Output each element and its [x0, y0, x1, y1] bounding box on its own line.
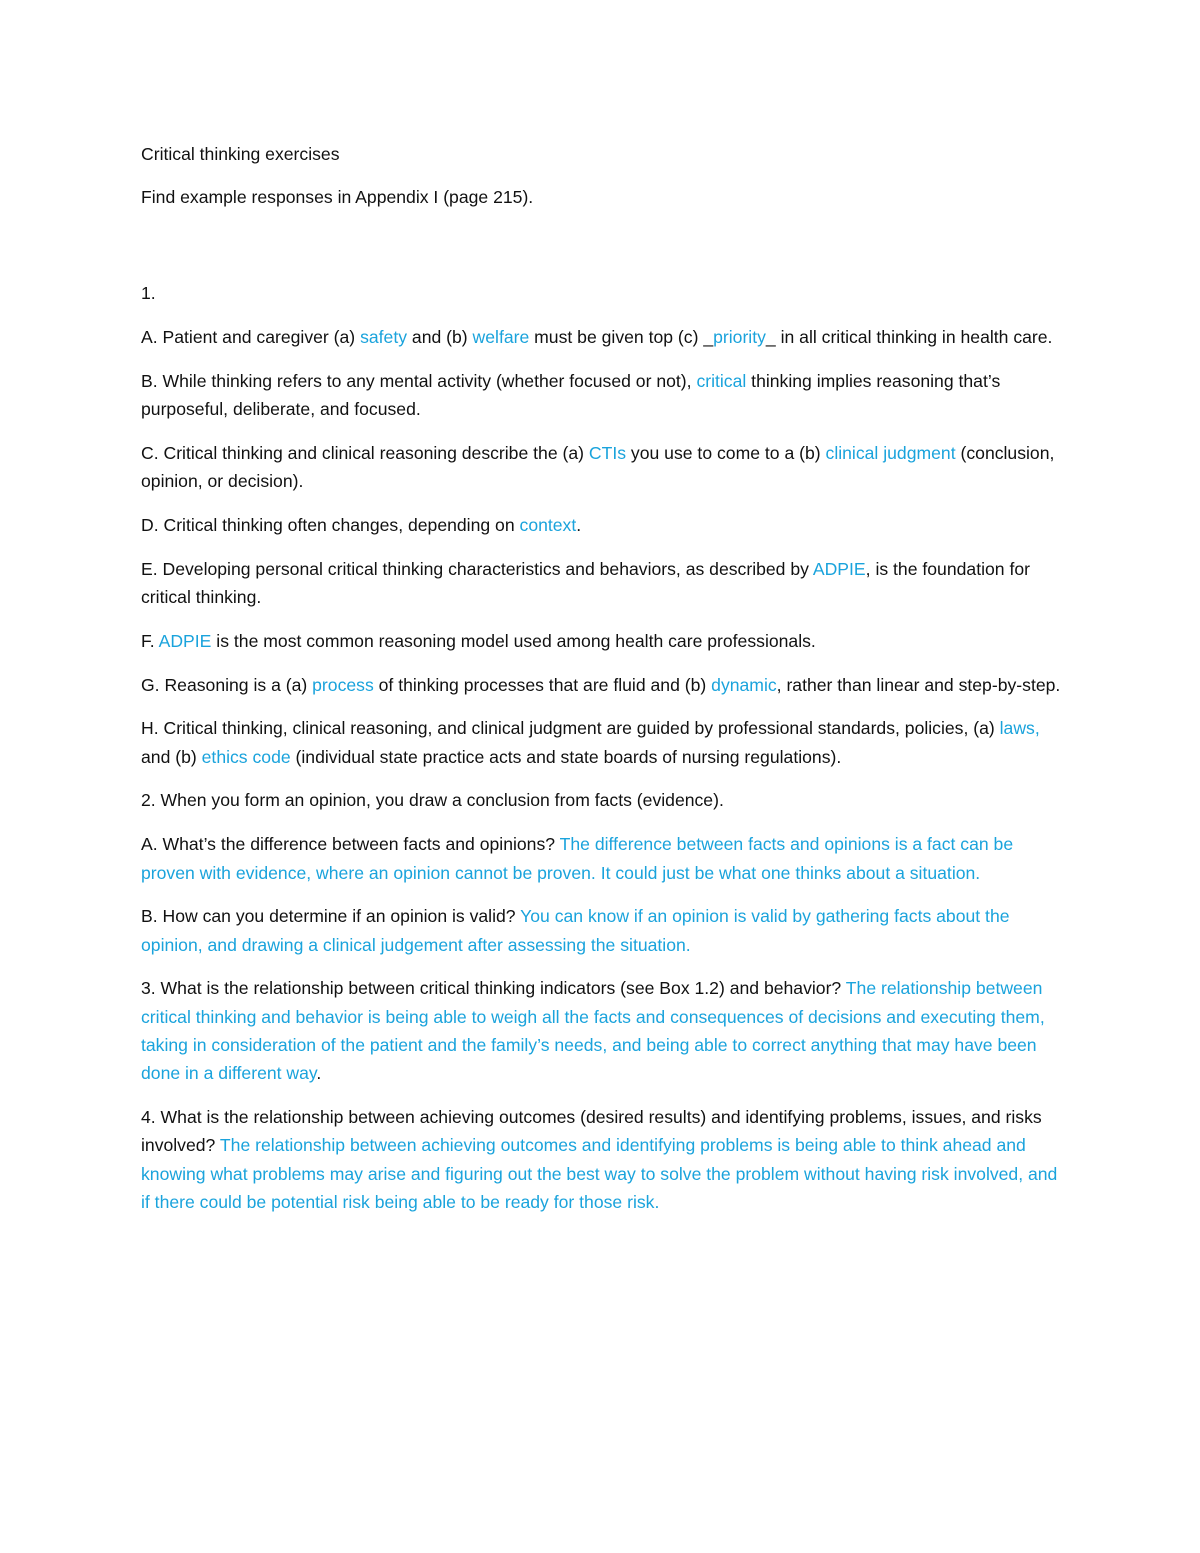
question-1e-text: E. Developing personal critical thinking characteristics and behaviors, as described by [141, 558, 813, 579]
question-1g-text: G. Reasoning is a (a) [141, 674, 313, 695]
answer-4: The relationship between achieving outcomes and identifying problems is being able to think ahead and knowing what problems may arise and figuring out the best way to solve the problem without having risk involved, and if there could be potential risk being able to be ready for those risk. [141, 1135, 1058, 1213]
question-2b-text: B. How can you determine if an opinion is valid? [141, 906, 521, 927]
answer-3: The relationship between critical thinking and behavior is being able to weigh all the facts and consequences of decisions and executing them, taking in consideration of the patient and the family’s needs, and being able to correct anything that may have been done in a different way [141, 978, 1045, 1084]
question-1h-text: H. Critical thinking, clinical reasoning, and clinical judgment are guided by professional standards, policies, (a) [141, 718, 1000, 739]
question-3-text: 3. What is the relationship between critical thinking indicators (see Box 1.2) and behavior? [141, 978, 846, 999]
question-1f-text: F. [141, 630, 159, 651]
question-1a-text: and (b) [407, 326, 473, 347]
answer-clinical-judgment: clinical judgment [825, 442, 956, 463]
answer-ethics-code: ethics code [201, 746, 291, 767]
document-body [141, 140, 1071, 1232]
answer-dynamic: dynamic [711, 674, 777, 695]
question-1f-text: is the most common reasoning model used among health care professionals. [211, 630, 816, 651]
answer-process: process [312, 674, 374, 695]
question-1d-text: . [576, 514, 582, 535]
question-1b-text: thinking implies reasoning that’s purposeful, deliberate, and focused. [141, 370, 1001, 419]
question-1h [141, 714, 1071, 771]
question-4 [141, 1103, 1071, 1216]
question-3 [141, 974, 1071, 1087]
question-1a-text: must be given top (c) _ [529, 326, 714, 347]
question-1b [141, 367, 1071, 424]
question-1h-text: and (b) [141, 746, 202, 767]
question-1a-text: _ in all critical thinking in health care. [765, 326, 1053, 347]
question-1a-text: A. Patient and caregiver (a) [141, 326, 361, 347]
answer-laws: laws, [999, 718, 1040, 739]
question-1g [141, 671, 1071, 699]
answer-welfare: welfare [472, 326, 530, 347]
question-1h-text: (individual state practice acts and state boards of nursing regulations). [290, 746, 842, 767]
question-1b-text: B. While thinking refers to any mental activity (whether focused or not), [141, 370, 697, 391]
answer-critical: critical [696, 370, 747, 391]
question-1g-text: of thinking processes that are fluid and (b) [373, 674, 712, 695]
answer-adpie: ADPIE [812, 558, 866, 579]
question-1g-text: , rather than linear and step-by-step. [776, 674, 1061, 695]
question-1d-text: D. Critical thinking often changes, depending on [141, 514, 520, 535]
question-2b [141, 902, 1071, 959]
answer-adpie: ADPIE [158, 630, 212, 651]
question-2: 2. When you form an opinion, you draw a conclusion from facts (evidence). [141, 790, 724, 811]
answer-ctis: CTIs [588, 442, 627, 463]
answer-2a: The difference between facts and opinions is a fact can be proven with evidence, where an opinion cannot be proven. It could just be what one thinks about a situation. [141, 834, 1014, 883]
question-1c-text: you use to come to a (b) [626, 442, 826, 463]
document-title: Critical thinking exercises [141, 144, 340, 164]
answer-priority: priority [713, 326, 766, 347]
question-1c-text: (conclusion, opinion, or decision). [141, 442, 1055, 492]
question-2a-text: A. What’s the difference between facts and opinions? [141, 834, 560, 855]
question-1-number: 1. [141, 282, 156, 303]
answer-safety: safety [360, 326, 408, 347]
question-1a [141, 323, 1071, 351]
answer-context: context [519, 514, 577, 535]
question-2a [141, 830, 1071, 887]
question-1e [141, 555, 1071, 612]
question-1f [141, 627, 1071, 655]
question-1c-text: C. Critical thinking and clinical reasoning describe the (a) [141, 442, 589, 463]
document-subtitle: Find example responses in Appendix I (page 215). [141, 187, 534, 208]
question-1d [141, 511, 1071, 539]
question-4-text: 4. What is the relationship between achieving outcomes (desired results) and identifying problems, issues, and risks involved? [141, 1107, 1042, 1156]
answer-2b: You can know if an opinion is valid by gathering facts about the opinion, and drawing a clinical judgement after assessing the situation. [141, 906, 1010, 955]
question-3-text: . [316, 1063, 322, 1084]
question-1e-text: , is the foundation for critical thinking. [141, 558, 1030, 607]
question-1c [141, 439, 1071, 496]
